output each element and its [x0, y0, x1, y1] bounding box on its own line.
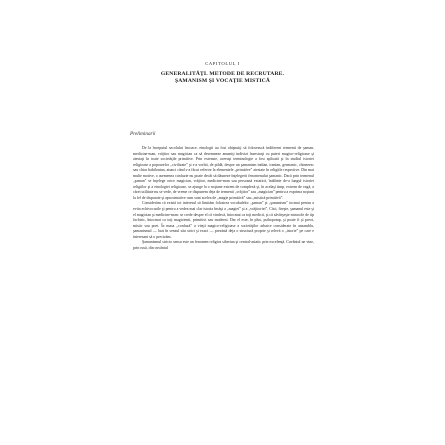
chapter-label: CAPITOLUL I — [205, 61, 240, 66]
section-heading: Preliminarii — [130, 131, 156, 137]
body-text — [133, 146, 314, 251]
chapter-title-line-1: GENERALITĂŢI. METODE DE RECRUTARE. — [160, 71, 285, 77]
paragraph: De la începutul secolului încoace, etnologii au fost obişnuiţi să folosească indiferent termenii de şaman, medicine-man, vrăjitor sau magician ca să desemneze anumiţi indivizi înzestraţi cu puteri magico-religioase şi atestaţi în toate societăţile primitive. Prin extensie, aceeaşi terminologie a fost aplicată şi în studiul istoriei religioase a popoarelor „civilizate” şi s-a vorbit, de pildă, despre un şamanism indian, iranian, germanic, chinezesc sau chiar babilonian, atunci când s-a făcut referire la elementele „primitive” atestate în religiile respective. Din mai multe motive, o asemenea confuzie nu poate decât să dăuneze înţelegerii fenomenului şamanic. Dacă prin termenul „şaman” se înţelege orice magician, vrăjitor, medicine-man sau persoană extatică, întâlnite de-a lungul istoriei religiilor şi a etnologiei religioase, se ajunge la o noţiune extrem de complexă şi, în acelaşi timp, extrem de vagă, a cărei utilitate nu se vede, de vreme ce dispunem deja de termenii „vrăjitor” sau „magician” pentru a exprima noţiuni la fel de disparate şi aproximative cum sunt acelea de „magie primitivă” sau „mistică primitivă”. — [133, 146, 314, 200]
chapter-title — [0, 71, 445, 85]
chapter-title-line-2: ŞAMANISM ŞI VOCAŢIE MISTICĂ — [174, 78, 271, 84]
paragraph: Şamanismul stricto sensu este un fenomen religios siberian şi central-asiatic prin excelenţă. Cuvântul ne vine, prin rusă, din cuvântul — [133, 240, 314, 250]
paragraph: Considerăm că există tot interesul să limităm folosirea vocabulelor „şaman” şi „şamanism” tocmai pentru a evita echivocurile şi pentru a vedea mai clar istoria însăşi a „magiei” şi a „vrăjitoriei”. Căci, fireşte, şamanul este şi el magician şi medicine-man: se crede despre el că vindecă, întocmai ca toţi medicii, şi că săvârşeşte miracole de tip fachiric, întocmai ca toţi magicienii, primitivi sau moderni. Dar el este, în plus, psihopomp, şi poate fi şi preot, mistic sau poet. În masa „confuză” a vieţii magico-religioase a societăţilor arhaice considerate în ansamblu, şamanismul — luat în sensul său strict şi exact — prezintă deja o structură proprie şi relevă o „istorie” pe care e interesant să o precizăm. — [133, 201, 314, 239]
